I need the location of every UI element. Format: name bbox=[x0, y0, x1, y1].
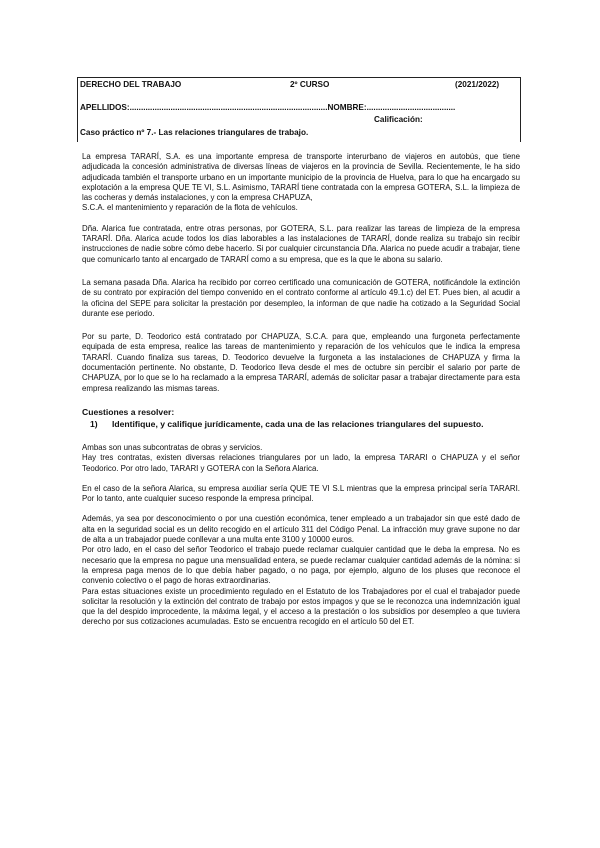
question-number: 1) bbox=[90, 418, 98, 429]
statement-paragraph: La semana pasada Dña. Alarica ha recibido por correo certificado una comunicación de GOTERA, notificándole la extinción de su contrato por expiración del tiempo convenido en el contrato conforme al artículo 49.1.c) del ET. Pues bien, al acudir a la oficina del SEPE para solicitar la prestación por desempleo, la informan de que nadie ha cotizado a la Seguridad Social durante ese periodo. bbox=[82, 277, 520, 318]
answer-paragraph: Hay tres contratas, existen diversas relaciones triangulares por un lado, la empresa TARARI o CHAPUZA y el señor Teodorico. Por otro lado, TARARI y GOTERA con la Señora Alarica. bbox=[82, 453, 520, 473]
document-body bbox=[82, 152, 520, 628]
answer-paragraph: Además, ya sea por desconocimiento o por una cuestión económica, tener empleado a un trabajador sin que esté dado de alta en la seguridad social es un delito recogido en el artículo 311 del Código Penal. La infracción muy grave supone no dar de alta a un trabajador puede conllevar a una multa ente 3100 y 10000 euros. bbox=[82, 514, 520, 545]
surname-field[interactable]: APELLIDOS:.......................................................................................NOMBRE:....................................... bbox=[80, 103, 456, 112]
statement-paragraph: Por su parte, D. Teodorico está contratado por CHAPUZA, S.C.A. para que, empleando una furgoneta perfectamente equipada de esta empresa, realice las tareas de mantenimiento y reparación de los vehículos que le indica la empresa TARARÍ. Cuando finaliza sus tareas, D. Teodorico devuelve la furgoneta a las instalaciones de CHAPUZA y firma la documentación pertinente. No obstante, D. Teodorico lleva desde el mes de octubre sin percibir el salario por parte de CHAPUZA, por lo que se lo ha reclamado a la empresa TARARÍ, además de solicitar pasar a trabajar directamente para esta empresa realizando las mismas tareas. bbox=[82, 332, 520, 393]
course-label: 2º CURSO bbox=[290, 80, 330, 89]
case-title: Caso práctico nº 7.- Las relaciones triangulares de trabajo. bbox=[80, 128, 309, 137]
year-label: (2021/2022) bbox=[455, 80, 500, 89]
question-text: Identifique, y califique jurídicamente, cada una de las relaciones triangulares del supuesto. bbox=[112, 418, 484, 429]
grade-label: Calificación: bbox=[374, 115, 423, 124]
statement-paragraph: La empresa TARARÍ, S.A. es una importante empresa de transporte interurbano de viajeros en autobús, que tiene adjudicada la concesión administrativa de diversas líneas de viajeros en la provincia de Sevilla. Recientemente, le ha sido adjudicada también el transporte urbano en un importante municipio de la provincia de Huelva, para lo que ha encargado su explotación a la empresa QUE TE VI, S.L. Asimismo, TARARÍ tiene contratada con la empresa GOTERA, S.L. la limpieza de las cocheras y demás instalaciones, y con la empresa CHAPUZA, bbox=[82, 152, 520, 203]
answer-paragraph: Ambas son unas subcontratas de obras y servicios. bbox=[82, 442, 263, 452]
question-item bbox=[90, 419, 520, 430]
answer-paragraph: En el caso de la señora Alarica, su empresa auxiliar sería QUE TE VI S.L mientras que la empresa principal sería TARARI. Por lo tanto, ante cualquier suceso responde la empresa principal. bbox=[82, 483, 520, 504]
subject-label: DERECHO DEL TRABAJO bbox=[80, 80, 182, 89]
statement-paragraph: S.C.A. el mantenimiento y reparación de la flota de vehículos. bbox=[82, 203, 298, 213]
statement-paragraph: Dña. Alarica fue contratada, entre otras personas, por GOTERA, S.L. para realizar las tareas de limpieza de la empresa TARARÍ. Dña. Alarica acude todos los días laborables a las instalaciones de TARARÍ, donde realiza su trabajo sin recibir instrucciones de nadie sobre cómo debe hacerlo. Si por cualquier circunstancia Dña. Alarica no puede acudir a trabajar, tiene que comunicarlo tanto al encargado de TARARÍ como a su empresa, que es la que le abona su salario. bbox=[82, 223, 520, 264]
questions-heading: Cuestiones a resolver: bbox=[82, 406, 175, 417]
answer-paragraph: Por otro lado, en el caso del señor Teodorico el trabajo puede reclamar cualquier cantidad que le deba la empresa. No es necesario que la empresa no pague una mensualidad entera, se puede reclamar cualquier cantidad además de la nómina: si la empresa paga menos de lo que debía haber pagado, o no paga, por ejemplo, alguno de los pluses que reconoce el convenio colectivo o el pago de horas extraordinarias. bbox=[82, 545, 520, 586]
answer-paragraph: Para estas situaciones existe un procedimiento regulado en el Estatuto de los Trabajadores por el cual el trabajador puede solicitar la resolución y la extinción del contrato de trabajo por estos impagos y que se le reconozca una indemnización igual que la del despido improcedente, la máxima legal, y el acceso a la prestación o los subsidios por desempleo a que tuviera derecho por sus cotizaciones acumuladas. Esto se encuentra recogido en el artículo 50 del ET. bbox=[82, 586, 520, 627]
